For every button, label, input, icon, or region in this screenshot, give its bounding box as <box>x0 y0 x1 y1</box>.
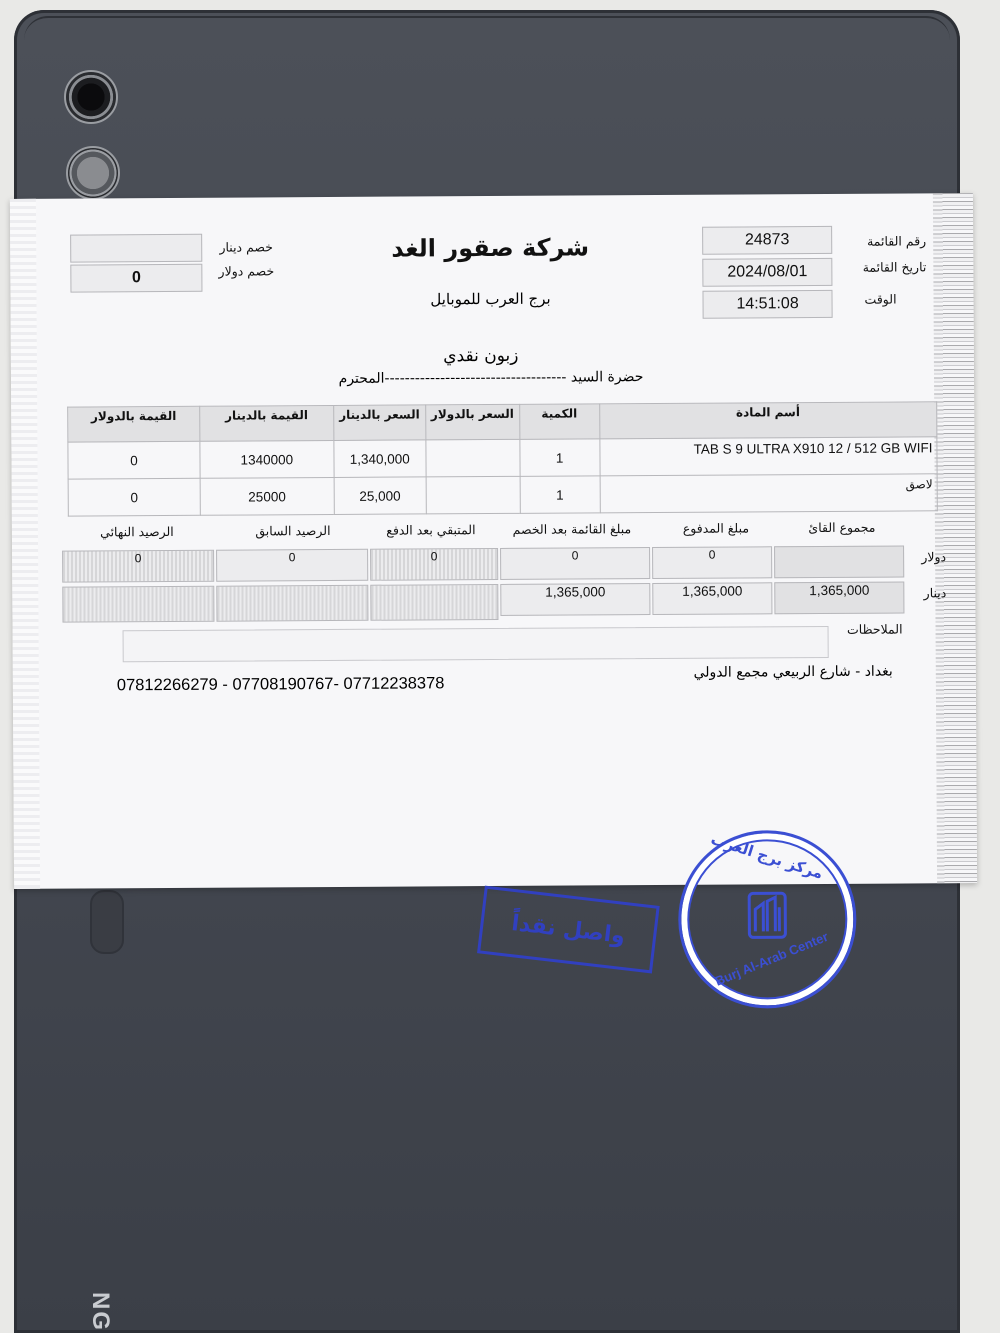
notes-field <box>123 626 829 662</box>
paper-right-edge <box>933 193 977 883</box>
item-value-dollar: 0 <box>68 478 200 516</box>
header-value-dollar: القيمة بالدولار <box>68 406 200 442</box>
dinar-paid-cell: 1,365,000 <box>652 582 772 615</box>
invoice-time-field: 14:51:08 <box>702 290 832 319</box>
header-value-dinar: القيمة بالدينار <box>200 405 334 441</box>
company-name: شركة صقور الغد <box>391 233 590 263</box>
total-header-after-discount: مبلغ القائمة بعد الخصم <box>512 521 632 537</box>
item-value-dinar: 1340000 <box>200 440 334 478</box>
item-value-dollar: 0 <box>68 441 200 479</box>
paper-left-edge <box>10 199 40 889</box>
dollar-after-discount-cell: 0 <box>500 547 650 580</box>
branch-name: برج العرب للموبايل <box>430 289 551 309</box>
customer-name: زبون نقدي <box>443 345 519 367</box>
dinar-row-label: دينار <box>923 585 947 601</box>
header-price-dollar: السعر بالدولار <box>425 404 519 440</box>
dinar-sum-cell: 1,365,000 <box>774 581 904 614</box>
dinar-remaining-cell <box>370 584 498 621</box>
dollar-final-cell: 0 <box>62 550 214 583</box>
total-header-previous: الرصيد السابق <box>255 522 331 539</box>
stamp-english-text: Burj Al-Arab Center <box>712 928 831 989</box>
item-name: لاصق <box>600 474 938 513</box>
dinar-after-discount-cell: 1,365,000 <box>500 583 650 616</box>
invoice-number-field: 24873 <box>702 226 832 255</box>
header-quantity: الكمية <box>519 404 599 439</box>
paid-cash-text: واصل نقداً <box>510 910 627 949</box>
header-item-name: أسم المادة <box>599 402 937 439</box>
item-price-dinar: 1,340,000 <box>334 440 426 478</box>
item-price-dollar <box>426 476 520 514</box>
item-price-dollar <box>426 439 520 477</box>
notes-label: الملاحظات <box>846 621 903 637</box>
dinar-previous-cell <box>216 585 368 622</box>
building-icon <box>735 883 799 947</box>
discount-dinar-field <box>70 234 202 263</box>
item-quantity: 1 <box>520 439 600 476</box>
items-header-row <box>68 402 937 442</box>
company-stamp-round <box>678 830 857 1009</box>
item-value-dinar: 25000 <box>200 477 334 515</box>
items-table <box>67 401 938 516</box>
device-brand: NG <box>87 1292 114 1332</box>
dollar-previous-cell: 0 <box>216 549 368 582</box>
invoice-time-label: الوقت <box>864 291 897 307</box>
total-header-paid: مبلغ المدفوع <box>682 520 750 536</box>
dollar-sum-cell <box>774 545 904 578</box>
stamp-arabic-text: مركز برج العرب <box>708 830 826 883</box>
camera-lens-icon <box>64 70 118 124</box>
spen-slot <box>90 890 124 954</box>
header-price-dinar: السعر بالدينار <box>333 405 425 441</box>
address-line: بغداد - شارع الربيعي مجمع الدولي <box>693 663 893 681</box>
table-row <box>68 474 937 516</box>
discount-dollar-field: 0 <box>70 264 202 293</box>
dollar-remaining-cell: 0 <box>370 548 498 581</box>
total-header-remaining: المتبقي بعد الدفع <box>386 522 476 538</box>
item-quantity: 1 <box>520 476 600 513</box>
dollar-row-label: دولار <box>921 549 947 565</box>
dollar-paid-cell: 0 <box>652 546 772 579</box>
discount-dollar-label: خصم دولار <box>218 263 275 279</box>
tablet-top-edge <box>24 16 950 54</box>
discount-dinar-label: خصم دينار <box>219 239 274 255</box>
table-row <box>68 437 937 479</box>
item-name: TAB S 9 ULTRA X910 12 / 512 GB WIFI <box>599 437 937 476</box>
item-price-dinar: 25,000 <box>334 477 426 515</box>
phone-numbers: 07812266279 - 07708190767- 07712238378 <box>116 674 445 695</box>
camera-sensor-icon <box>66 146 120 200</box>
dinar-final-cell <box>62 586 214 623</box>
invoice-date-label: تاريخ القائمة <box>862 259 927 275</box>
total-header-final: الرصيد النهائي <box>100 523 174 540</box>
invoice-number-label: رقم القائمة <box>867 233 927 249</box>
mister-line: حضرة السيد ------------------------------------المحترم <box>338 369 644 387</box>
invoice-date-field: 2024/08/01 <box>702 258 832 287</box>
invoice-paper <box>10 193 977 989</box>
total-header-sum: مجموع القائ <box>808 519 876 536</box>
